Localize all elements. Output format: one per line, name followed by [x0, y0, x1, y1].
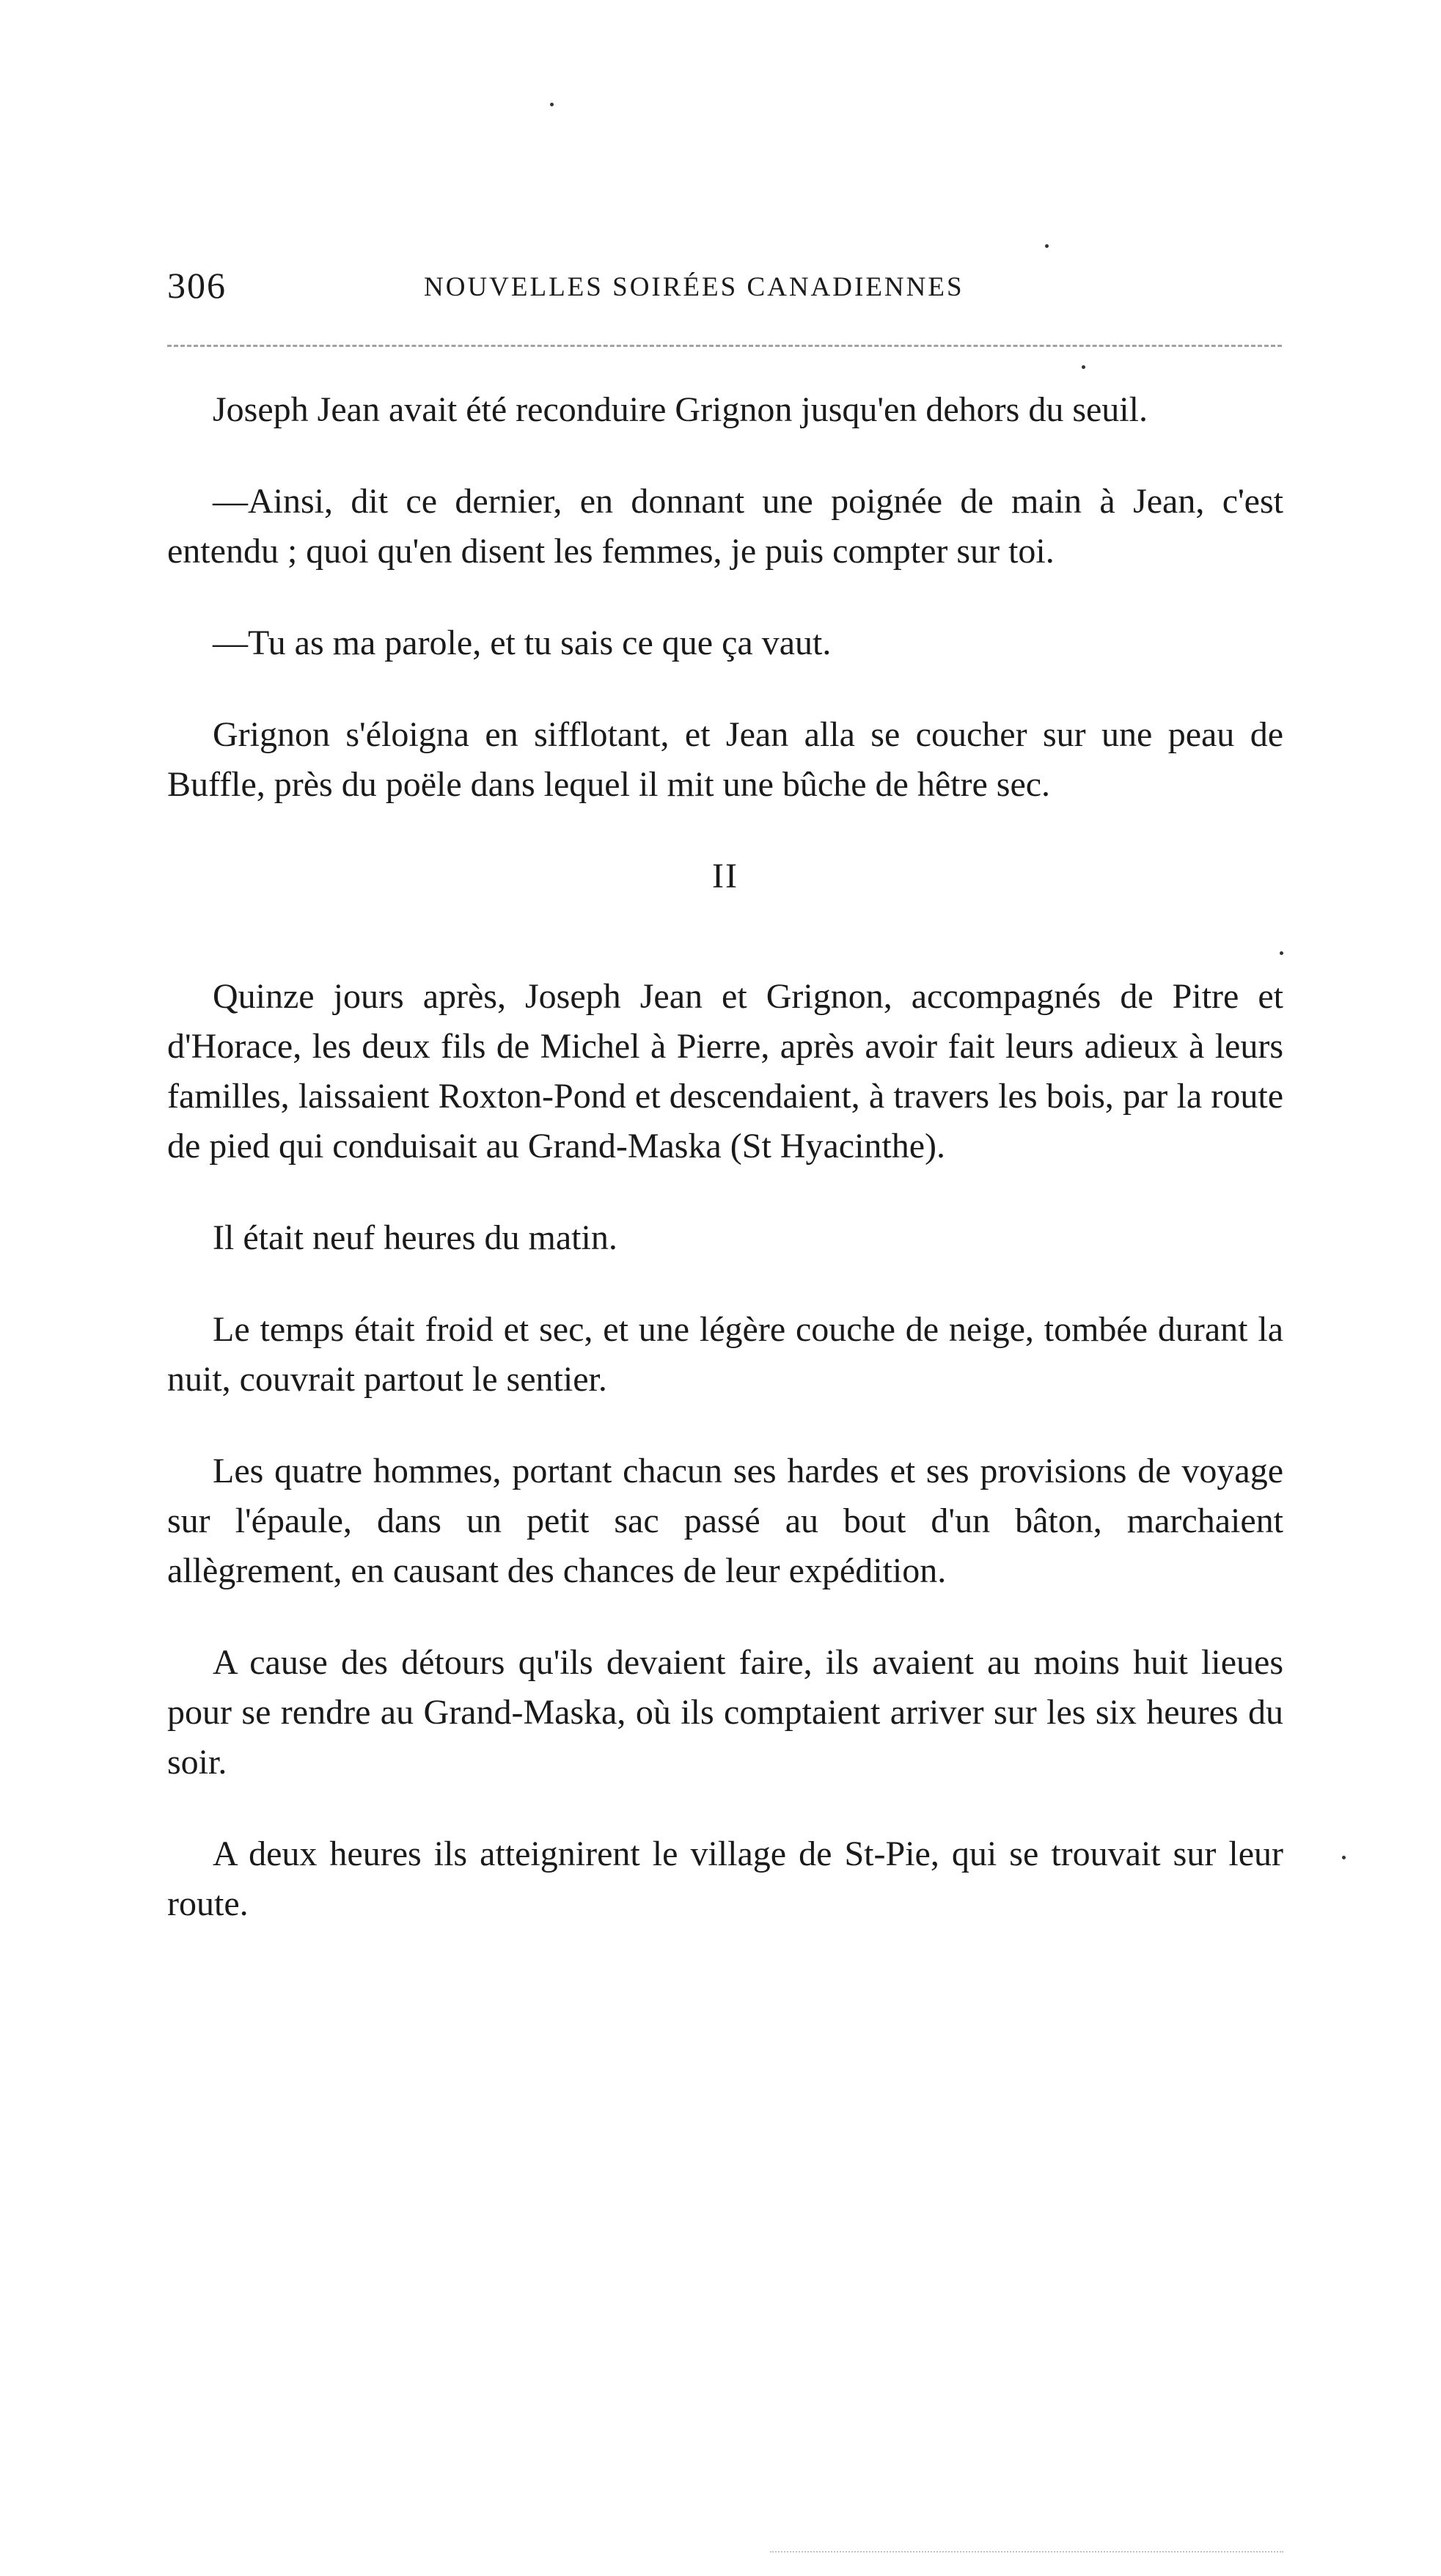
paragraph: —Tu as ma parole, et tu sais ce que ça vaut. — [213, 623, 832, 662]
paragraph: Joseph Jean avait été reconduire Grignon jusqu'en dehors du seuil. — [213, 390, 1148, 429]
page-bottom-edge — [770, 2551, 1283, 2553]
scan-speck — [1045, 244, 1049, 248]
paragraph: Le temps était froid et sec, et une légère couche de neige, tombée durant la nuit, couvrait partout le sentier. — [167, 1310, 1283, 1399]
scan-speck — [550, 103, 554, 106]
paragraph: Les quatre hommes, portant chacun ses hardes et ses provisions de voyage sur l'épaule, dans un petit sac passé au bout d'un bâton, marchaient allègrement, en causant des chances de leur expédition. — [167, 1452, 1283, 1590]
page-header — [167, 264, 1282, 315]
paragraph: A cause des détours qu'ils devaient faire, ils avaient au moins huit lieues pour se rendre au Grand-Maska, où ils comptaient arriver sur les six heures du soir. — [167, 1643, 1283, 1782]
paragraph: —Ainsi, dit ce dernier, en donnant une poignée de main à Jean, c'est entendu ; quoi qu'en disent les femmes, je puis compter sur toi. — [167, 482, 1283, 571]
page-number: 306 — [167, 265, 227, 306]
paragraph: Quinze jours après, Joseph Jean et Grignon, accompagnés de Pitre et d'Horace, les deux fils de Michel à Pierre, après avoir fait leurs adieux à leurs familles, laissaient Roxton-Pond et descendaient, à travers les bois, par la route de pied qui conduisait au Grand-Maska (St Hyacinthe). — [167, 977, 1283, 1166]
paragraph: A deux heures ils atteignirent le village de St-Pie, qui se trouvait sur leur route. — [167, 1834, 1283, 1923]
paragraph: Il était neuf heures du matin. — [213, 1218, 617, 1257]
scan-speck — [1342, 1856, 1346, 1859]
body-text — [167, 385, 1283, 1971]
paragraph: Grignon s'éloigna en sifflotant, et Jean alla se coucher sur une peau de Buffle, près du poële dans lequel il mit une bûche de hêtre sec. — [167, 715, 1283, 804]
scan-speck — [1082, 365, 1085, 369]
section-heading: II — [712, 857, 738, 896]
running-title: NOUVELLES SOIRÉES CANADIENNES — [424, 272, 964, 302]
header-rule — [167, 345, 1282, 347]
